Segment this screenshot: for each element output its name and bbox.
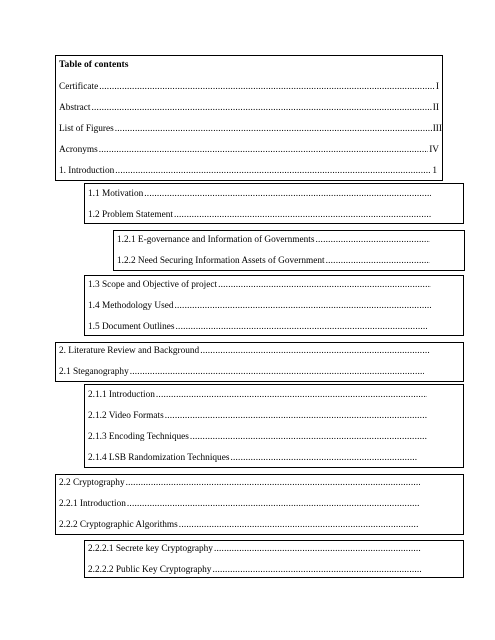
toc-entry-label: 2.1.4 LSB Randomization Techniques: [88, 453, 230, 463]
toc-entry-certificate[interactable]: [59, 81, 439, 93]
toc-entry-label: 1.3 Scope and Objective of project: [88, 280, 218, 290]
toc-leader: [230, 452, 417, 464]
toc-entry-abstract[interactable]: [59, 102, 439, 114]
toc-entry-e-governance[interactable]: [117, 234, 431, 246]
toc-entry-secrete-key[interactable]: [88, 543, 422, 555]
toc-entry-label: 1.2.1 E-governance and Information of Governments: [117, 235, 315, 245]
toc-entry-label: 2.1.1 Introduction: [88, 390, 155, 400]
toc-leader: [144, 188, 431, 200]
toc-leader: [130, 366, 424, 378]
toc-entry-label: 2.1.3 Encoding Techniques: [88, 432, 189, 442]
toc-leader: [92, 102, 432, 114]
toc-entry-page: III: [432, 124, 442, 134]
toc-entry-label: 2.2.2 Cryptographic Algorithms: [59, 520, 178, 530]
toc-entry-label: 1.4 Methodology Used: [88, 301, 174, 311]
toc-entry-crypto-algorithms[interactable]: [59, 519, 419, 531]
toc-leader: [165, 410, 427, 422]
toc-entry-steg-introduction[interactable]: [88, 389, 428, 401]
toc-entry-page: IV: [429, 145, 439, 155]
toc-box-front: [55, 55, 443, 181]
toc-leader: [99, 81, 435, 93]
toc-entry-label: 1.2.2 Need Securing Information Assets of Government: [117, 256, 325, 266]
toc-entry-label: 1.2 Problem Statement: [88, 210, 173, 220]
toc-leader: [115, 165, 431, 177]
toc-entry-label: 2.2.1 Introduction: [59, 499, 126, 509]
toc-entry-page: I: [435, 82, 439, 92]
toc-entry-list-of-figures[interactable]: [59, 123, 442, 135]
toc-entry-label: List of Figures: [59, 124, 114, 134]
toc-entry-securing-info-assets[interactable]: [117, 255, 431, 267]
toc-entry-label: 2.2.2.2 Public Key Cryptography: [88, 565, 212, 575]
toc-entry-motivation[interactable]: [88, 188, 432, 200]
toc-entry-label: 2.1.2 Video Formats: [88, 411, 164, 421]
toc-leader: [214, 543, 421, 555]
toc-entry-label: Abstract: [59, 103, 91, 113]
toc-leader: [176, 321, 427, 333]
toc-leader: [127, 498, 420, 510]
toc-leader: [99, 144, 428, 156]
toc-entry-label: 1.5 Document Outlines: [88, 322, 175, 332]
toc-leader: [126, 477, 420, 489]
toc-leader: [156, 389, 427, 401]
toc-entry-steganography[interactable]: [59, 366, 425, 378]
toc-leader: [212, 564, 421, 576]
toc-entry-page: 1: [432, 166, 437, 176]
toc-entry-label: 2.2.2.1 Secrete key Cryptography: [88, 544, 213, 554]
toc-entry-cryptography[interactable]: [59, 477, 421, 489]
toc-entry-literature-review[interactable]: [59, 345, 431, 357]
toc-entry-label: 1.1 Motivation: [88, 189, 144, 199]
toc-entry-label: Certificate: [59, 82, 99, 92]
toc-leader: [190, 431, 427, 443]
toc-entry-acronyms[interactable]: [59, 144, 439, 156]
toc-entry-problem-statement[interactable]: [88, 209, 432, 221]
toc-entry-crypto-introduction[interactable]: [59, 498, 421, 510]
toc-entry-label: 1. Introduction: [59, 166, 115, 176]
toc-leader: [218, 279, 431, 291]
toc-leader: [174, 300, 431, 312]
toc-entry-label: 2. Literature Review and Background: [59, 346, 200, 356]
toc-entry-scope-objective[interactable]: [88, 279, 432, 291]
toc-entry-encoding-techniques[interactable]: [88, 431, 428, 443]
toc-leader: [115, 123, 432, 135]
toc-entry-label: 2.1 Steganography: [59, 367, 129, 377]
toc-entry-public-key[interactable]: [88, 564, 422, 576]
toc-entry-page: II: [432, 103, 439, 113]
toc-heading: Table of contents: [59, 59, 129, 70]
toc-leader: [179, 519, 418, 531]
toc-leader: [174, 209, 431, 221]
toc-entry-label: Acronyms: [59, 145, 98, 155]
toc-leader: [326, 255, 430, 267]
toc-entry-label: 2.2 Cryptography: [59, 478, 125, 488]
toc-entry-lsb-randomization[interactable]: [88, 452, 418, 464]
toc-entry-video-formats[interactable]: [88, 410, 428, 422]
toc-entry-document-outlines[interactable]: [88, 321, 428, 333]
toc-leader: [316, 234, 431, 246]
toc-entry-methodology[interactable]: [88, 300, 432, 312]
toc-leader: [200, 345, 430, 357]
toc-entry-introduction[interactable]: [59, 165, 437, 177]
